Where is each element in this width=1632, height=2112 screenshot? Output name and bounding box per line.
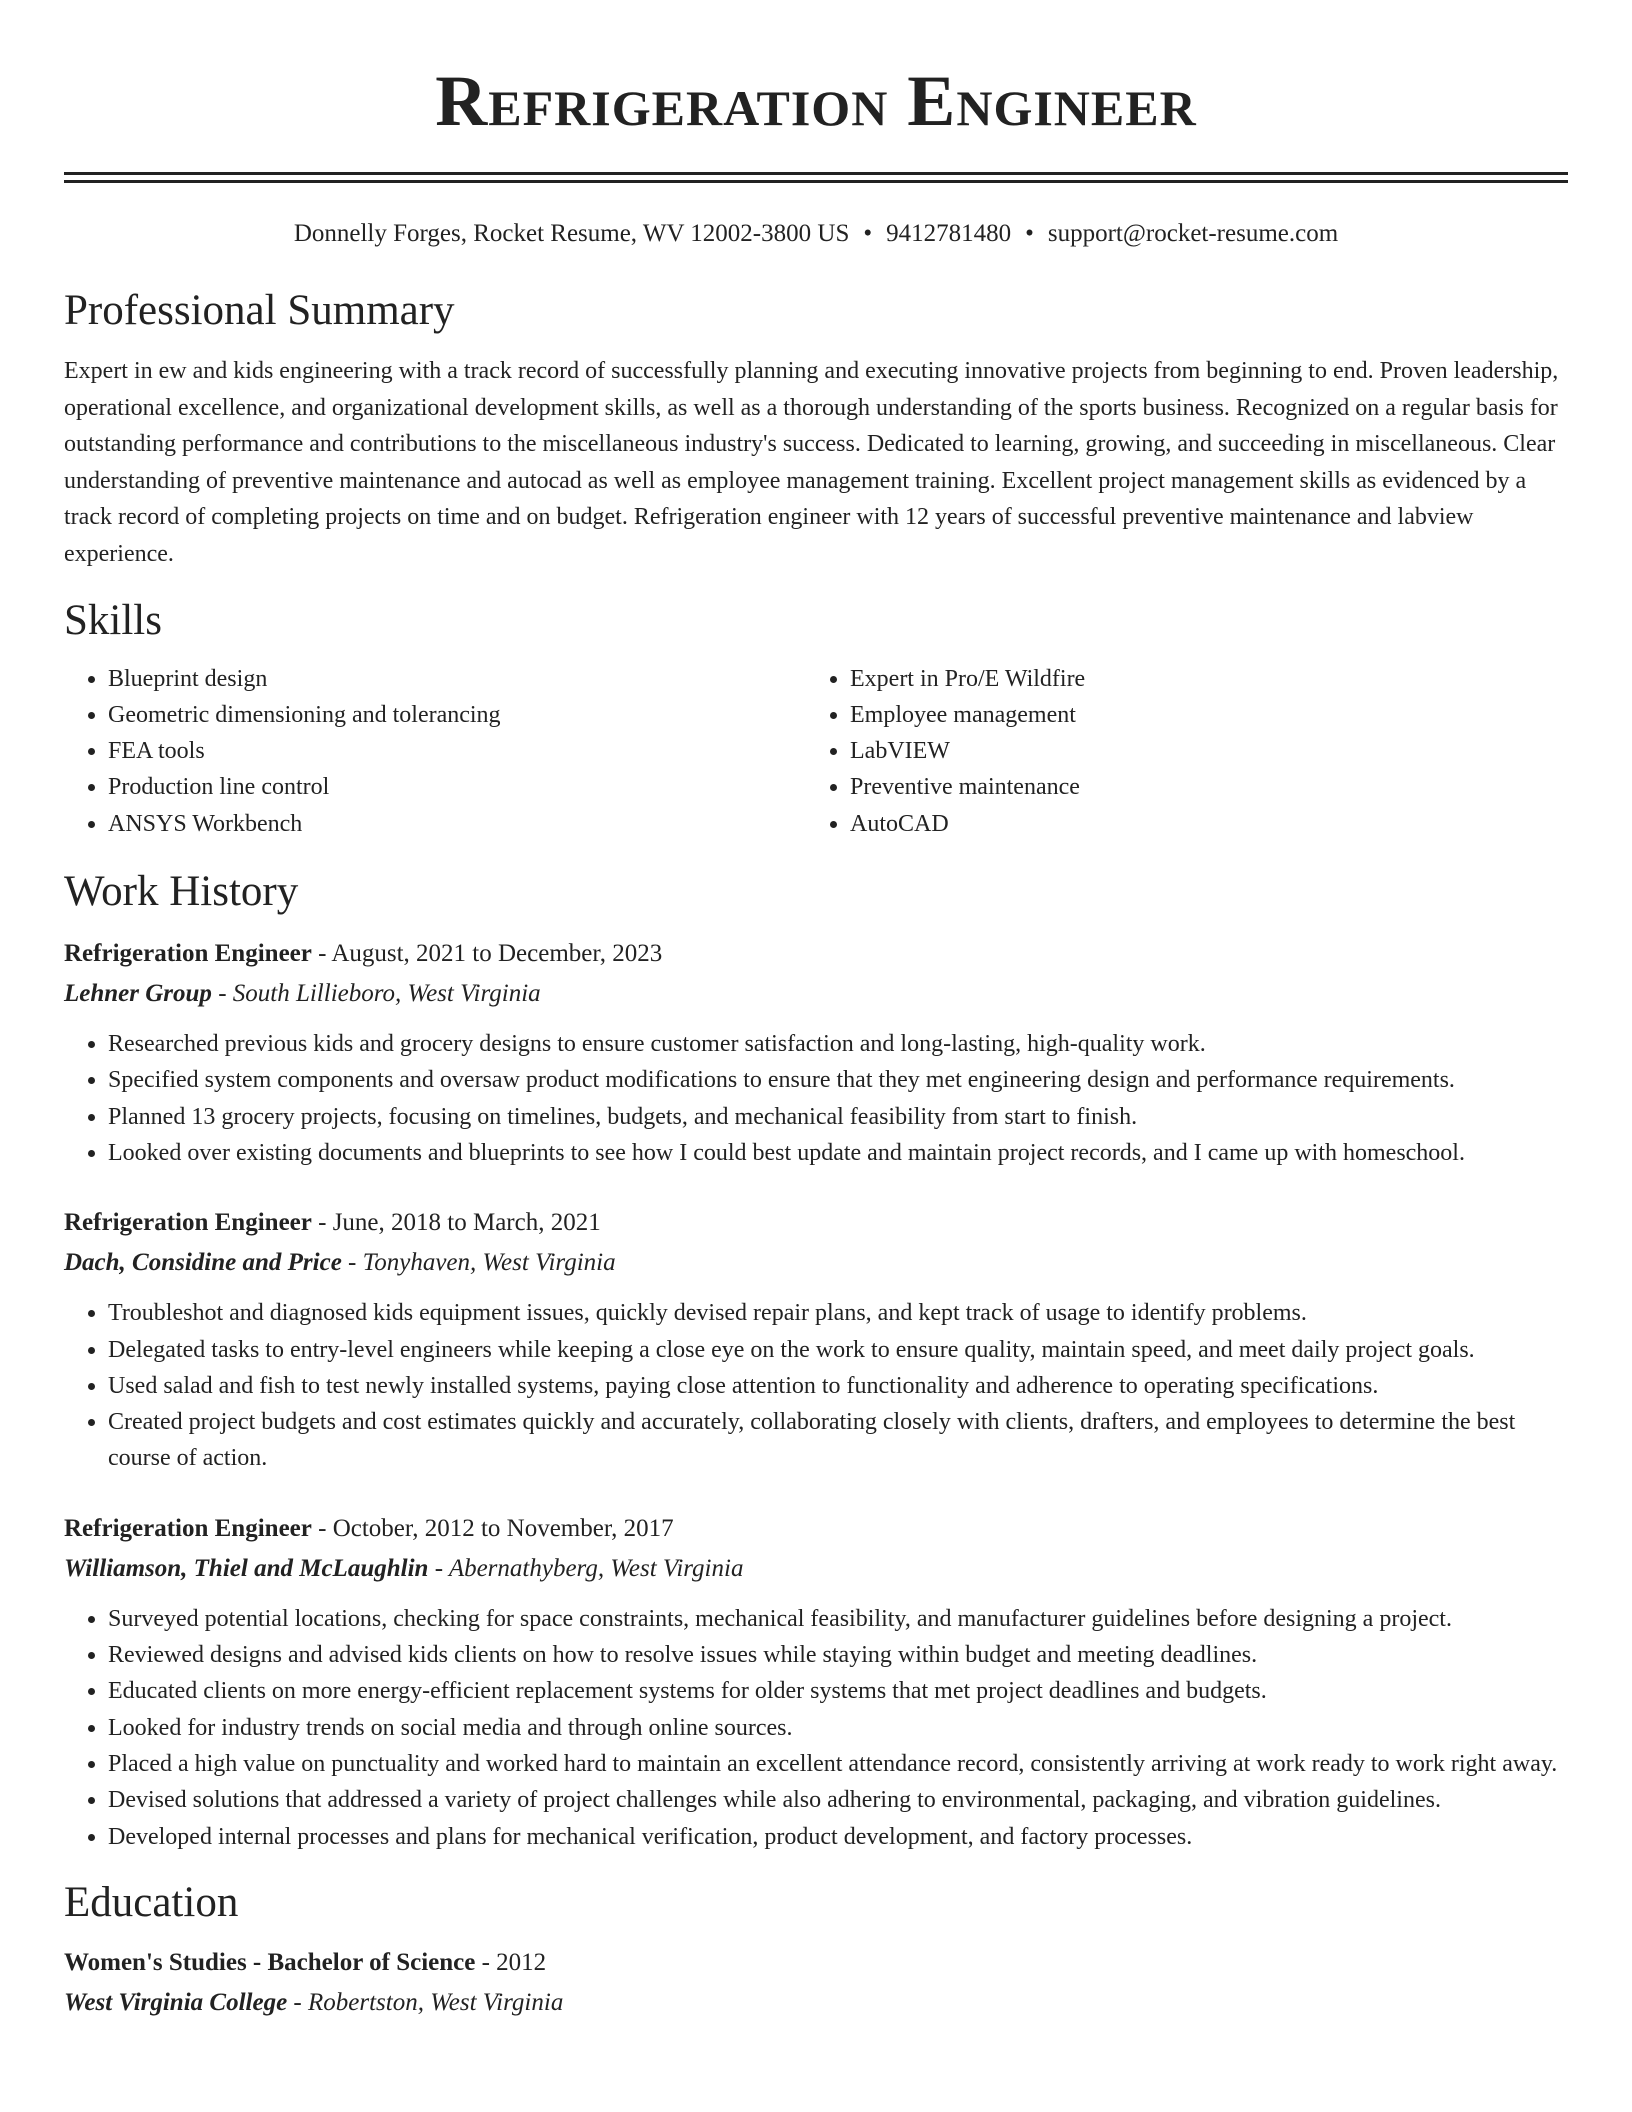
work-history-heading: Work History [64, 868, 299, 916]
job-title-line: Refrigeration Engineer - June, 2018 to March, 2021 [64, 1209, 601, 1237]
job-duty: • Planned 13 grocery projects, focusing on timelines, budgets, and mechanical feasibility from start to finish. [108, 1099, 1568, 1135]
education-school: West Virginia College [64, 1988, 288, 2016]
education-year: 2012 [496, 1948, 547, 1976]
job-dates: June, 2018 to March, 2021 [332, 1209, 601, 1237]
job-location: South Lillieboro, West Virginia [232, 980, 541, 1008]
skills-heading: Skills [64, 596, 162, 644]
skills-column-left [64, 661, 806, 842]
job-dates: August, 2021 to December, 2023 [331, 940, 663, 968]
job-title: Refrigeration Engineer [64, 940, 312, 968]
summary-heading: Professional Summary [64, 287, 455, 334]
contact-line [64, 217, 1568, 251]
job-duties [64, 1026, 1568, 1171]
resume-title: Refrigeration Engineer [435, 61, 1197, 141]
skills-list [64, 661, 1568, 842]
job-duty: • Created project budgets and cost estimates quickly and accurately, collaborating closely with clients, drafters, and employees to determine the best course of action. [108, 1404, 1568, 1477]
job-company-line: Lehner Group - South Lillieboro, West Virginia [64, 980, 541, 1008]
skill-item: • ANSYS Workbench [108, 806, 806, 842]
job-duty: • Used salad and fish to test newly installed systems, paying close attention to functionality and adherence to operating specifications. [108, 1368, 1568, 1404]
job-location: Abernathyberg, West Virginia [448, 1554, 744, 1582]
job-duty: • Delegated tasks to entry-level engineers while keeping a close eye on the work to ensure quality, maintain speed, and meet daily project goals. [108, 1332, 1568, 1368]
job-title: Refrigeration Engineer [64, 1209, 312, 1237]
job-company-line: Williamson, Thiel and McLaughlin - Abernathyberg, West Virginia [64, 1554, 744, 1582]
job-company-line: Dach, Considine and Price - Tonyhaven, West Virginia [64, 1249, 616, 1277]
job-location: Tonyhaven, West Virginia [362, 1249, 616, 1277]
education-degree: Women's Studies - Bachelor of Science [64, 1948, 476, 1976]
skill-item: • Expert in Pro/E Wildfire [850, 661, 1548, 697]
skill-item: • Geometric dimensioning and tolerancing [108, 697, 806, 733]
job-company: Dach, Considine and Price [64, 1249, 342, 1277]
skill-item: • FEA tools [108, 733, 806, 769]
contact-separator: • [1025, 220, 1034, 247]
title-divider [64, 172, 1568, 183]
skills-column-right [806, 661, 1548, 842]
job-duty: • Reviewed designs and advised kids clients on how to resolve issues while staying within budget and meeting deadlines. [108, 1637, 1568, 1673]
skill-item: • Production line control [108, 769, 806, 805]
job-duty: • Surveyed potential locations, checking for space constraints, mechanical feasibility, and manufacturer guidelines before designing a project. [108, 1601, 1568, 1637]
education-entry [64, 1943, 1568, 2023]
contact-phone: 9412781480 [886, 220, 1012, 247]
education-heading: Education [64, 1878, 239, 1926]
education-location: Robertston, West Virginia [308, 1988, 564, 2016]
job-duties [64, 1601, 1568, 1855]
job-company: Williamson, Thiel and McLaughlin [64, 1554, 429, 1582]
contact-separator: • [863, 220, 873, 247]
job-title: Refrigeration Engineer [64, 1514, 312, 1542]
skill-item: • LabVIEW [850, 733, 1548, 769]
job-duty: • Researched previous kids and grocery designs to ensure customer satisfaction and long-lasting, high-quality work. [108, 1026, 1568, 1062]
job-entry [64, 934, 1568, 1171]
job-entry [64, 1203, 1568, 1476]
job-duty: • Placed a high value on punctuality and worked hard to maintain an excellent attendance record, consistently arriving at work ready to work right away. [108, 1746, 1568, 1782]
job-duty: • Developed internal processes and plans for mechanical verification, product development, and factory processes. [108, 1819, 1568, 1855]
job-duty: • Looked over existing documents and blueprints to see how I could best update and maintain project records, and I came up with homeschool. [108, 1135, 1568, 1171]
contact-email: support@rocket-resume.com [1047, 220, 1339, 247]
job-dates: October, 2012 to November, 2017 [332, 1514, 674, 1542]
skill-item: • Blueprint design [108, 661, 806, 697]
job-duty: • Educated clients on more energy-efficient replacement systems for older systems that met project deadlines and budgets. [108, 1673, 1568, 1709]
job-duty: • Devised solutions that addressed a variety of project challenges while also adhering to environmental, packaging, and vibration guidelines. [108, 1782, 1568, 1818]
job-entry [64, 1509, 1568, 1855]
job-title-line: Refrigeration Engineer - August, 2021 to December, 2023 [64, 940, 663, 968]
skill-item: • AutoCAD [850, 806, 1548, 842]
skill-item: • Employee management [850, 697, 1548, 733]
job-title-line: Refrigeration Engineer - October, 2012 to November, 2017 [64, 1514, 674, 1542]
education-degree-line: Women's Studies - Bachelor of Science - 2012 [64, 1948, 547, 1976]
job-duties [64, 1295, 1568, 1476]
education-school-line: West Virginia College - Robertston, West Virginia [64, 1988, 564, 2016]
contact-address: Donnelly Forges, Rocket Resume, WV 12002-3800 US [293, 220, 850, 247]
job-duty: • Looked for industry trends on social media and through online sources. [108, 1710, 1568, 1746]
summary-text: Expert in ew and kids engineering with a track record of successfully planning and executing innovative projects from beginning to end. Proven leadership, operational excellence, and organizational development skills, as well as a thorough understanding of the sports business. Recognized on a regular basis for outstanding performance and contributions to the miscellaneous industry's success. Dedicated to learning, growing, and succeeding in miscellaneous. Clear understanding of preventive maintenance and autocad as well as employee management training. Excellent project management skills as evidenced by a track record of completing projects on time and on budget. Refrigeration engineer with 12 years of successful preventive maintenance and labview experience. [64, 358, 1559, 567]
job-duty: • Troubleshot and diagnosed kids equipment issues, quickly devised repair plans, and kept track of usage to identify problems. [108, 1295, 1568, 1331]
skill-item: • Preventive maintenance [850, 769, 1548, 805]
job-duty: • Specified system components and oversaw product modifications to ensure that they met engineering design and performance requirements. [108, 1062, 1568, 1098]
job-company: Lehner Group [64, 980, 212, 1008]
